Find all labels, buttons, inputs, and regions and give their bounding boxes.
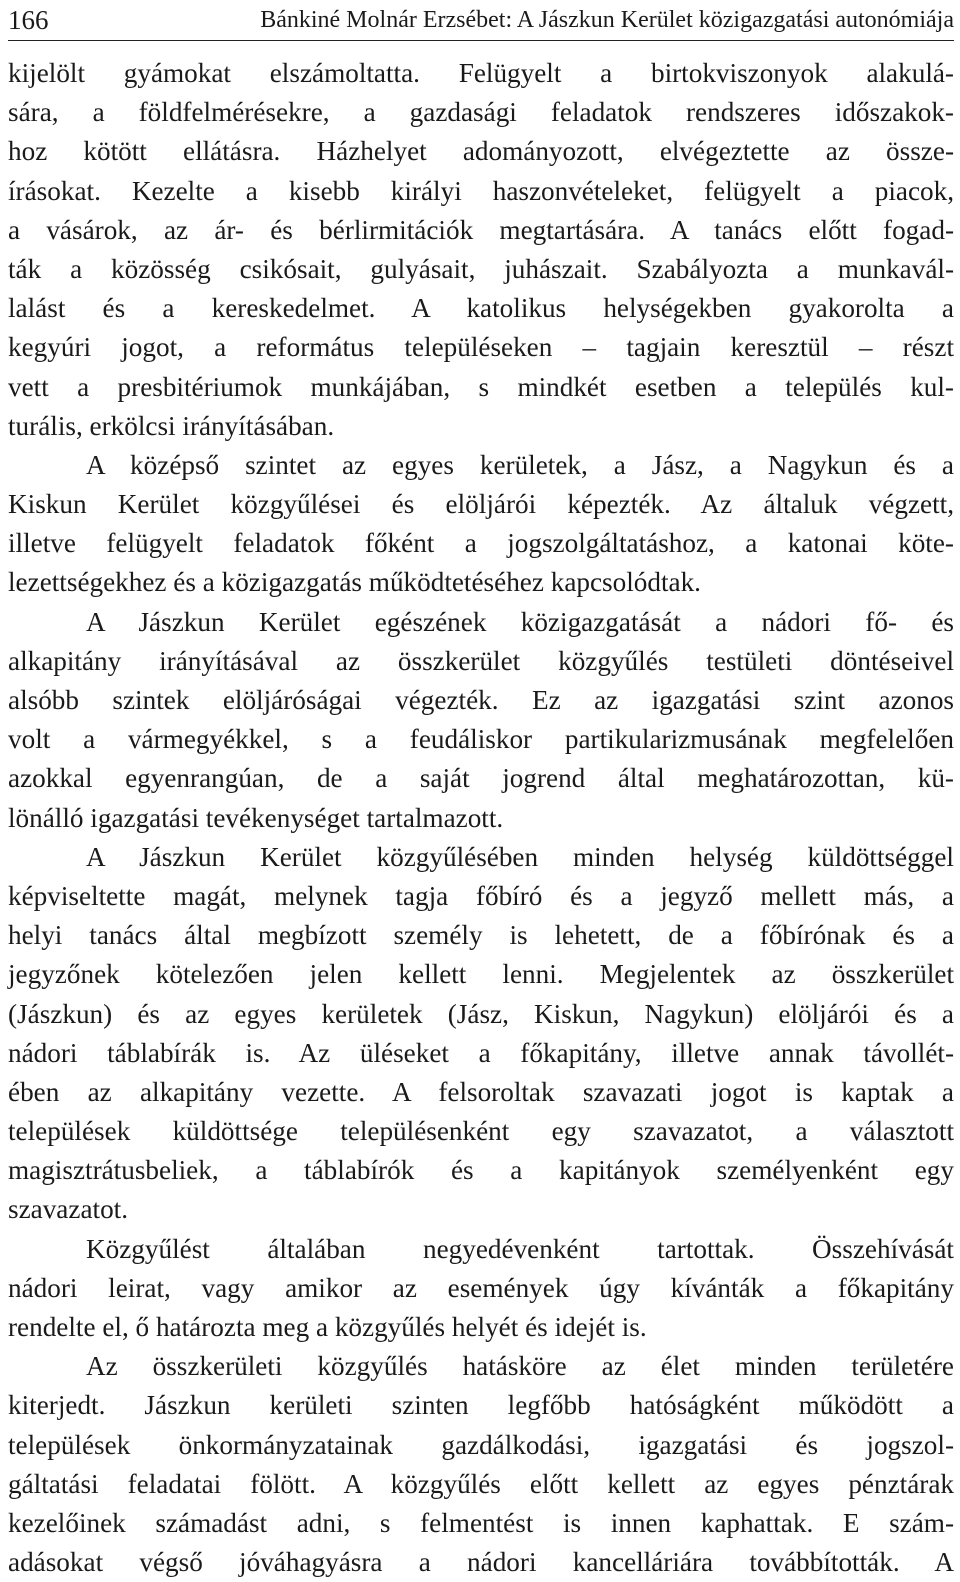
text-line: sára, a földfelmérésekre, a gazdasági feladatok rendszeres időszakok- (8, 97, 954, 128)
text-line: gáltatási feladatai fölött. A közgyűlés előtt kellett az egyes pénztárak (8, 1468, 954, 1499)
text-line: turális, erkölcsi irányításában. (8, 410, 335, 441)
text-line: nádori táblabírák is. Az üléseket a főkapitány, illetve annak távollét- (8, 1037, 954, 1068)
body-text (8, 54, 954, 1582)
text-line: kijelölt gyámokat elszámoltatta. Felügyelt a birtokviszonyok alakulá- (8, 58, 954, 88)
text-line: ták a közösség csikósait, gulyásait, juhászait. Szabályozta a munkavál- (8, 253, 954, 284)
text-line: lalást és a kereskedelmet. A katolikus helységekben gyakorolta a (8, 293, 954, 324)
text-line: magisztrátusbeliek, a táblabírók és a kapitányok személyenként egy (8, 1155, 954, 1186)
text-line: (Jászkun) és az egyes kerületek (Jász, Kiskun, Nagykun) elöljárói és a (8, 998, 954, 1029)
text-line: rendelte el, ő határozta meg a közgyűlés helyét és idejét is. (8, 1312, 647, 1342)
text-line: vett a presbitériumok munkájában, s mindkét esetben a település kul- (8, 371, 954, 402)
text-line: azokkal egyenrangúan, de a saját jogrend által meghatározottan, kü- (8, 763, 954, 794)
text-line: települések önkormányzatainak gazdálkodási, igazgatási és jogszol- (8, 1429, 954, 1460)
text-line: szavazatot. (8, 1194, 129, 1225)
text-line: kezelőinek számadást adni, s felmentést is innen kaphattak. E szám- (8, 1507, 954, 1538)
text-line: helyi tanács által megbízott személy is lehetett, de a főbírónak és a (8, 920, 954, 951)
page-number: 166 (8, 5, 49, 35)
running-header (8, 0, 954, 41)
text-line: kegyúri jogot, a református településeken – tagjain keresztül – részt (8, 332, 954, 363)
text-line: adásokat végső jóváhagyásra a nádori kancelláriára továbbították. A (8, 1547, 954, 1578)
text-line: illetve felügyelt feladatok főként a jogszolgáltatáshoz, a katonai köte- (8, 528, 954, 559)
text-line: lönálló igazgatási tevékenységet tartalmazott. (8, 802, 504, 833)
text-line: Közgyűlést általában negyedévenként tartottak. Összehívását (86, 1233, 954, 1264)
text-line: a vásárok, az ár- és bérlirmitációk megtartására. A tanács előtt fogad- (8, 214, 954, 245)
text-line: A középső szintet az egyes kerületek, a Jász, a Nagykun és a (86, 449, 954, 480)
text-line: alkapitány irányításával az összkerület közgyűlés testületi döntéseivel (8, 645, 954, 676)
text-line: ében az alkapitány vezette. A felsoroltak szavazati jogot is kaptak a (8, 1076, 954, 1107)
text-line: A Jászkun Kerület közgyűlésében minden helység küldöttséggel (86, 841, 954, 872)
text-line: volt a vármegyékkel, s a feudáliskor partikularizmusának megfelelően (8, 724, 954, 755)
text-line: kiterjedt. Jászkun kerületi szinten legfőbb hatóságként működött a (8, 1390, 954, 1421)
text-line: települések küldöttsége településenként egy szavazatot, a választott (8, 1116, 954, 1147)
text-line: alsóbb szintek elöljáróságai végezték. Ez az igazgatási szint azonos (8, 685, 954, 715)
running-title: Bánkiné Molnár Erzsébet: A Jászkun Kerület közigazgatási autonómiája (260, 7, 954, 33)
text-line: Kiskun Kerület közgyűlései és elöljárói képezték. Az általuk végzett, (8, 489, 954, 520)
text-line: írásokat. Kezelte a kisebb királyi haszonvételeket, felügyelt a piacok, (8, 175, 954, 206)
text-line: Az összkerületi közgyűlés hatásköre az élet minden területére (86, 1351, 954, 1382)
text-line: hoz kötött ellátásra. Házhelyet adományozott, elvégeztette az össze- (8, 136, 954, 167)
text-line: jegyzőnek kötelezően jelen kellett lenni. Megjelentek az összkerület (8, 959, 954, 990)
text-line: nádori leirat, vagy amikor az események úgy kívánták a főkapitány (8, 1272, 954, 1303)
text-line: képviseltette magát, melynek tagja főbíró és a jegyző mellett más, a (8, 880, 954, 911)
text-line: A Jászkun Kerület egészének közigazgatását a nádori fő- és (86, 606, 954, 637)
text-line: lezettségekhez és a közigazgatás működtetéséhez kapcsolódtak. (8, 567, 701, 598)
